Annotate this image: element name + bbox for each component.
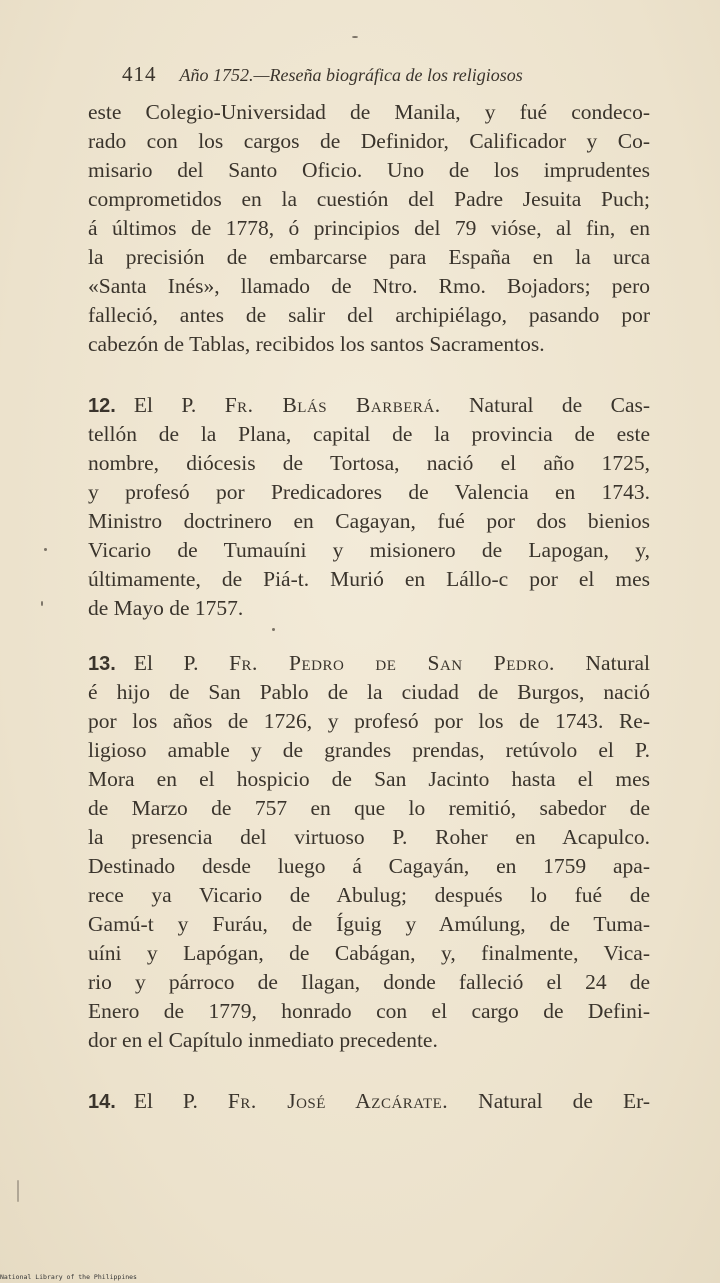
text-line: rio y párroco de Ilagan, donde falleció el 24 de: [88, 970, 650, 994]
entry-12: [88, 391, 650, 623]
text-line: é hijo de San Pablo de la ciudad de Burgos, nació: [88, 680, 650, 704]
text-line: nombre, diócesis de Tortosa, nació el año 1725,: [88, 451, 650, 475]
entry-heading-line: [88, 1087, 650, 1116]
entry-heading-rest: Natural de Er-: [448, 1089, 650, 1113]
ink-speck: [41, 601, 43, 606]
text-line: falleció, antes de salir del archipiélago, pasando por: [88, 303, 650, 327]
text-line: rado con los cargos de Definidor, Calificador y Co-: [88, 129, 650, 153]
text-line: por los años de 1726, y profesó por los de 1743. Re-: [88, 709, 650, 733]
entry-14: [88, 1087, 650, 1116]
text-line: cabezón de Tablas, recibidos los santos Sacramentos.: [88, 332, 545, 356]
entry-number: 13.: [88, 653, 116, 675]
text-line: «Santa Inés», llamado de Ntro. Rmo. Bojadors; pero: [88, 274, 650, 298]
running-title: Año 1752.—Reseña biográfica de los religiosos: [179, 65, 523, 85]
text-line: ligioso amable y de grandes prendas, retúvolo el P.: [88, 738, 650, 762]
text-line: Enero de 1779, honrado con el cargo de Defini-: [88, 999, 650, 1023]
ink-speck: [272, 628, 275, 631]
text-line: la precisión de embarcarse para España en la urca: [88, 245, 650, 269]
text-line: á últimos de 1778, ó principios del 79 vióse, al fin, en: [88, 216, 650, 240]
entry-heading-line: [88, 391, 650, 420]
text-line: Mora en el hospicio de San Jacinto hasta el mes: [88, 767, 650, 791]
entry-name: Fr. Pedro de San Pedro.: [229, 651, 555, 675]
entry-heading-rest: Natural de Cas-: [440, 393, 651, 417]
digitization-credit: National Library of the Philippines: [0, 1273, 137, 1281]
text-line: este Colegio-Universidad de Manila, y fué condeco-: [88, 100, 650, 124]
entry-prefix: El P.: [133, 651, 230, 675]
text-line: uíni y Lapógan, de Cabágan, y, finalmente, Vica-: [88, 941, 650, 965]
text-line: misario del Santo Oficio. Uno de los imprudentes: [88, 158, 650, 182]
text-line: la presencia del virtuoso P. Roher en Acapulco.: [88, 825, 650, 849]
entry-13: [88, 649, 650, 1055]
entry-prefix: El P.: [133, 393, 225, 417]
page-number: 414: [122, 62, 157, 86]
entry-name: Fr. José Azcárate.: [227, 1089, 449, 1113]
entry-prefix: El P.: [133, 1089, 228, 1113]
running-head: [122, 62, 592, 87]
text-line: y profesó por Predicadores de Valencia en 1743.: [88, 480, 650, 504]
text-line: Ministro doctrinero en Cagayan, fué por dos bienios: [88, 509, 650, 533]
intro-paragraph: [88, 98, 650, 359]
entry-heading-line: [88, 649, 650, 678]
text-line: tellón de la Plana, capital de la provincia de este: [88, 422, 650, 446]
entry-heading-rest: Natural: [554, 651, 650, 675]
text-line: Destinado desde luego á Cagayán, en 1759 apa-: [88, 854, 650, 878]
text-line: últimamente, de Piá-t. Murió en Lállo-c por el mes: [88, 567, 650, 591]
text-line: Gamú-t y Furáu, de Íguig y Amúlung, de Tuma-: [88, 912, 650, 936]
text-line: de Mayo de 1757.: [88, 596, 244, 620]
text-line: Vicario de Tumauíni y misionero de Lapogan, y,: [88, 538, 650, 562]
text-line: de Marzo de 757 en que lo remitió, sabedor de: [88, 796, 650, 820]
ink-speck: [17, 1180, 19, 1202]
entry-number: 14.: [88, 1091, 116, 1113]
ink-speck: [44, 548, 47, 551]
text-line: rece ya Vicario de Abulug; después lo fué de: [88, 883, 650, 907]
text-line: dor en el Capítulo inmediato precedente.: [88, 1028, 438, 1052]
text-line: comprometidos en la cuestión del Padre Jesuita Puch;: [88, 187, 650, 211]
ink-speck: [352, 36, 358, 38]
entry-number: 12.: [88, 395, 116, 417]
entry-name: Fr. Blás Barberá.: [224, 393, 441, 417]
